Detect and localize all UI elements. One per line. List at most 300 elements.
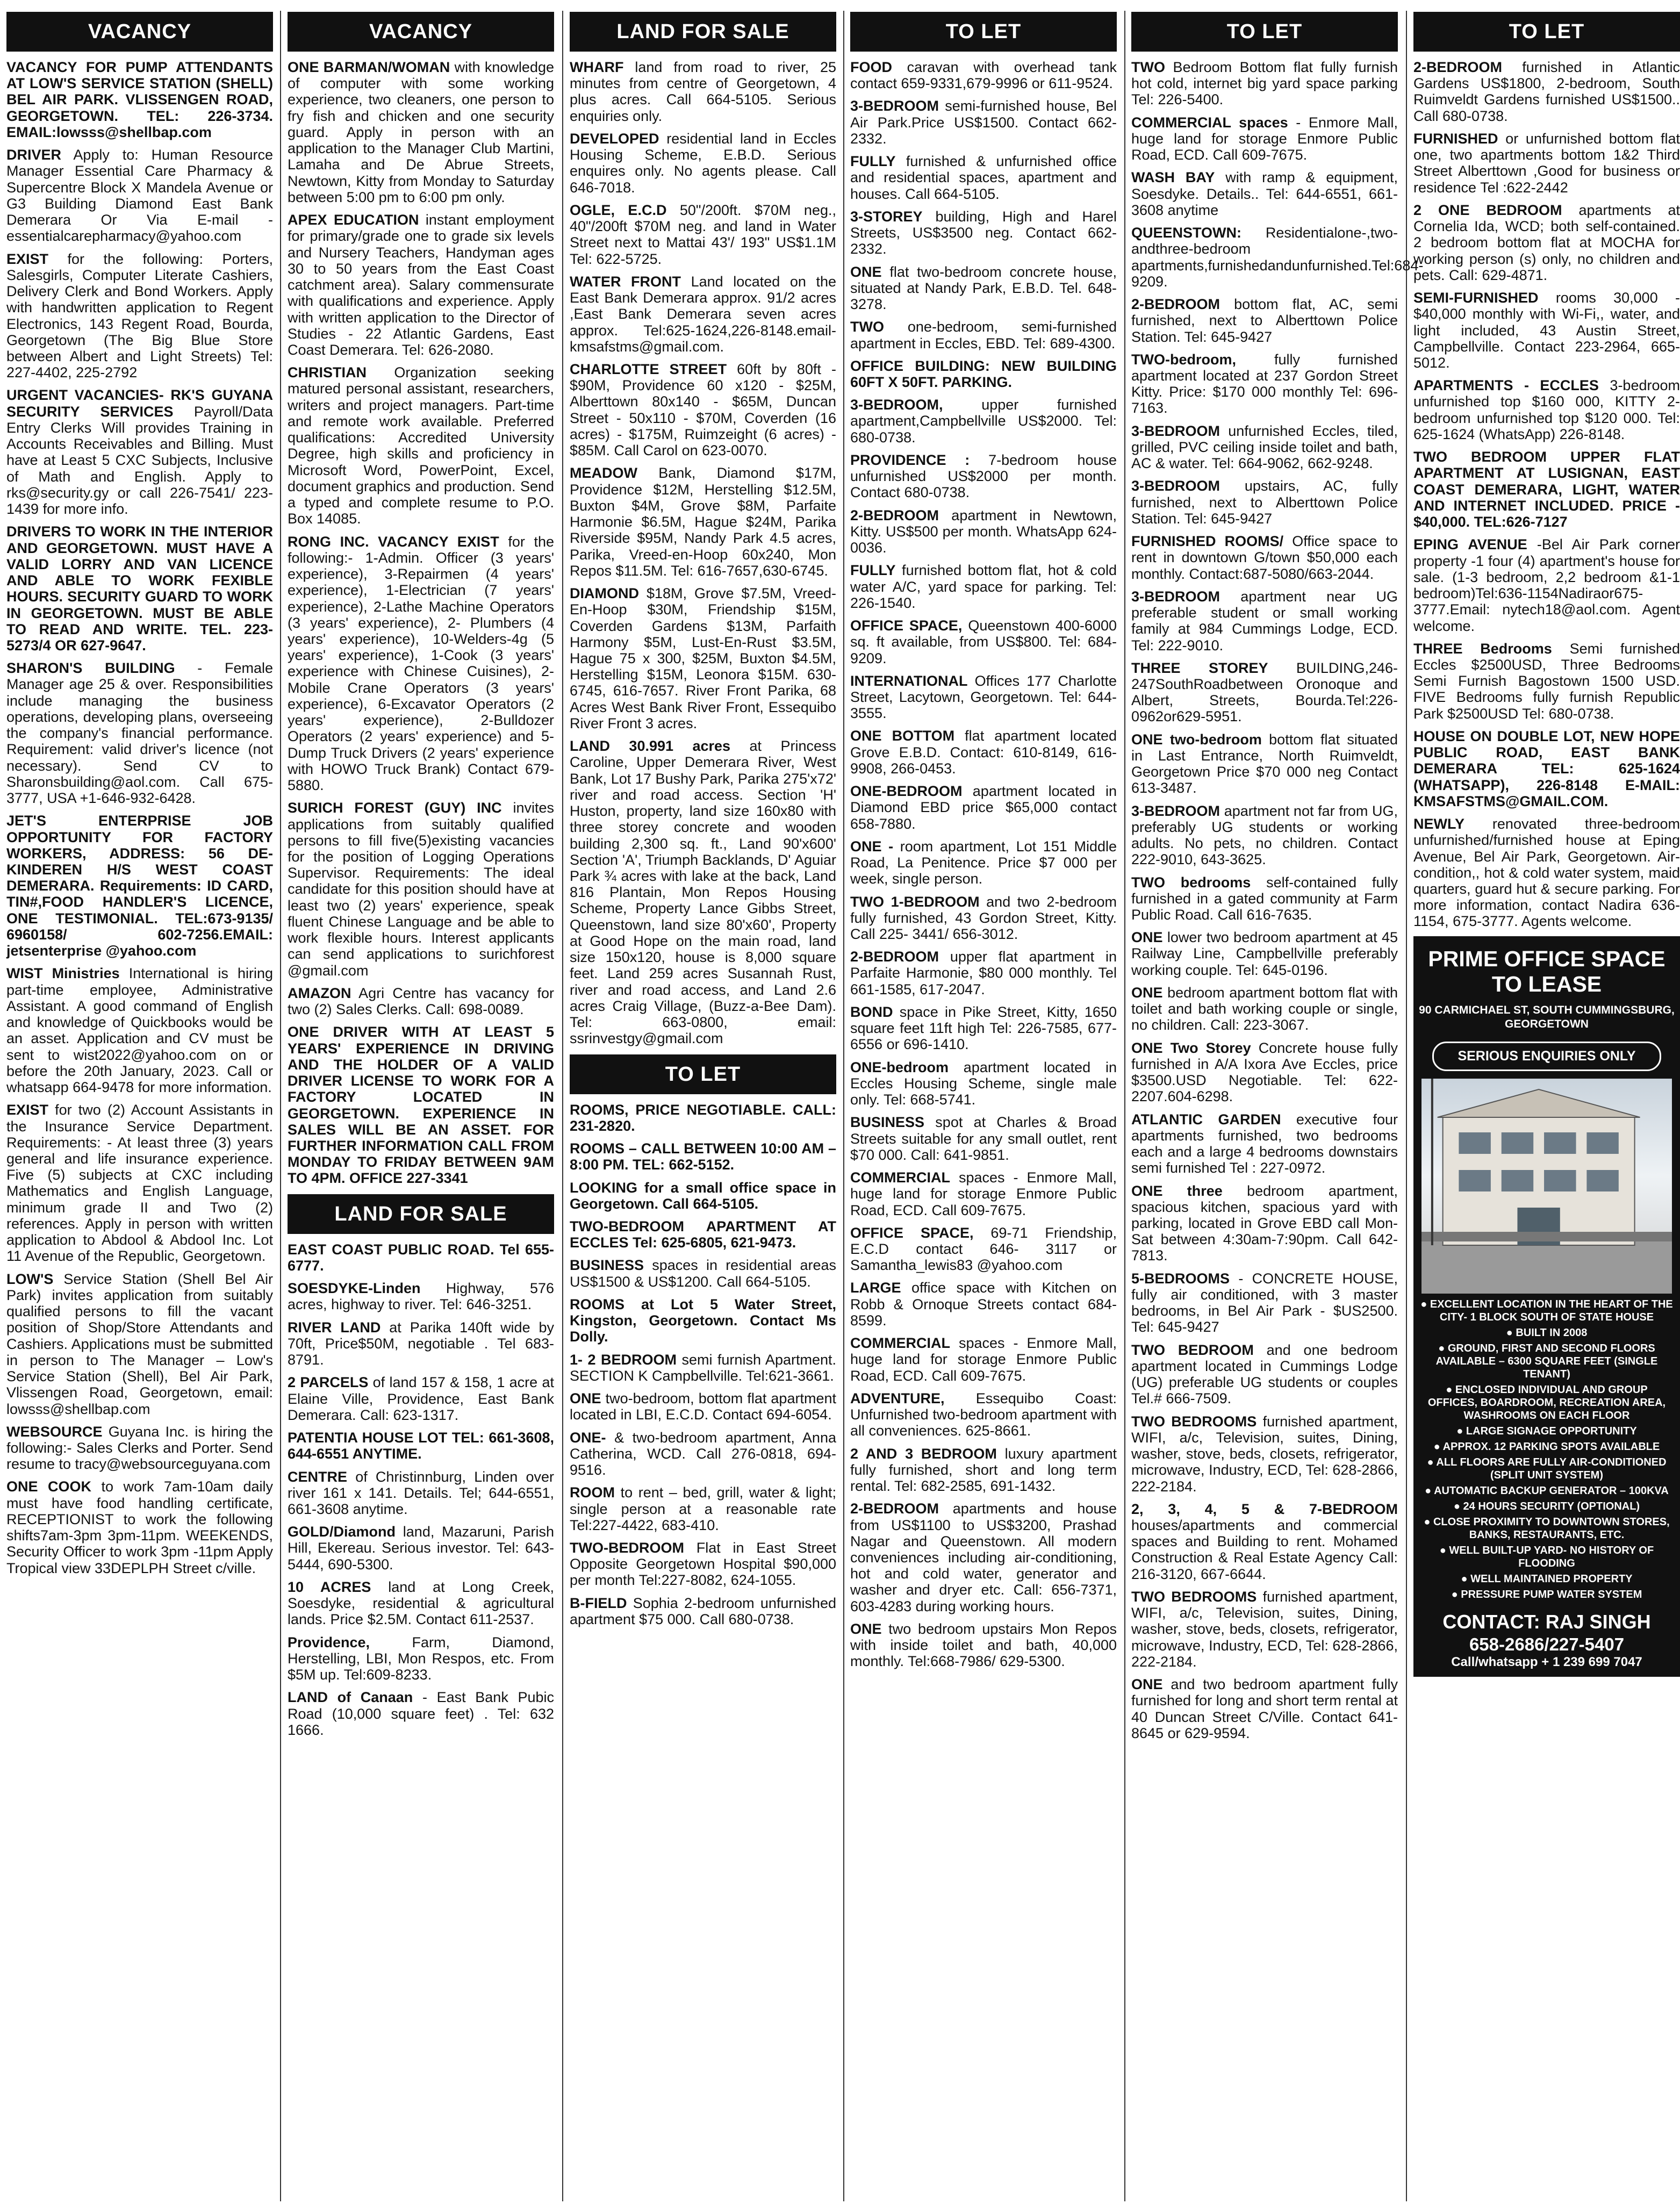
ad-text: - CONCRETE HOUSE, fully air conditioned, with 3 master bedrooms, in Bel Air Park - $US2500. Tel: 645-9427 bbox=[1131, 1270, 1398, 1336]
ad-text: BUILDING,246-247SouthRoadbetween Oronoque and Albert, Streets, Bourda.Tel:226-0962or629-5951. bbox=[1131, 659, 1398, 725]
ad-text: Sophia 2-bedroom unfurnished apartment $75 000. Call 680-0738. bbox=[570, 1595, 836, 1627]
ad-text: Land located on the East Bank Demerara approx. 91/2 acres ,East Bank Demerara seven acres approx. Tel:625-1624,226-8148.email-kmsafstms@gmail.com. bbox=[570, 273, 836, 355]
classified-ad bbox=[288, 1634, 554, 1683]
classified-ad bbox=[288, 1024, 554, 1186]
bullet-icon: ● bbox=[1446, 1383, 1455, 1396]
ad-text: - East Bank Pubic Road (10,000 square feet) . Tel: 632 1666. bbox=[288, 1689, 554, 1738]
classified-ad bbox=[850, 1114, 1117, 1163]
classified-ad bbox=[288, 1524, 554, 1573]
promo-feature bbox=[1420, 1326, 1673, 1339]
promo-feature-text: ALL FLOORS ARE FULLY AIR-CONDITIONED (SPLIT UNIT SYSTEM) bbox=[1436, 1456, 1667, 1481]
classified-ad bbox=[570, 465, 836, 579]
ad-list bbox=[1131, 59, 1424, 1741]
ad-heading: COMMERCIAL bbox=[850, 1169, 950, 1186]
ad-text: for the following: Porters, Salesgirls, Computer Literate Cashiers, Delivery Clerk and Bond Workers. Apply with handwritten application to Regent Electronics, 143 Regent Road, Bourda, Georgetown (The Big Blue Store between Albert and Light Streets) Tel: 227-4402, 225-2792 bbox=[6, 250, 273, 381]
ad-text: one-bedroom, semi-furnished apartment in Eccles, EBD. Tel: 689-4300. bbox=[850, 319, 1117, 351]
ad-list bbox=[6, 59, 273, 1576]
ad-text: Apply to: Human Resource Manager Essential Care Pharmacy & Supercentre Block X Mandela Avenue or G3 Building Diamond East Bank Demerara Or Via E-mail - essentialcarepharmacy@yahoo.com bbox=[6, 147, 273, 245]
ad-heading: ROOMS – CALL BETWEEN 10:00 AM – 8:00 PM. TEL: 662-5152. bbox=[570, 1140, 836, 1173]
classified-ad bbox=[288, 1319, 554, 1368]
ad-heading: 2-BEDROOM bbox=[850, 949, 939, 965]
classified-ad bbox=[850, 153, 1117, 202]
ad-text: furnished apartment, WIFI, a/c, Television, suites, Dining, washer, stove, beds, closets, refrigerator, microwave, Industry, ECD, Tel: 628-2866, 222-2184. bbox=[1131, 1588, 1398, 1670]
promo-feature-text: APPROX. 12 PARKING SPOTS AVAILABLE bbox=[1442, 1440, 1660, 1453]
classified-ad bbox=[288, 59, 554, 205]
ad-heading: GOLD/Diamond bbox=[288, 1524, 396, 1540]
classified-ad bbox=[1131, 660, 1398, 725]
classified-ad bbox=[850, 1501, 1117, 1614]
ad-text: Essequibo Coast: Unfurnished two-bedroom apartment with all conveniences. 625-8661. bbox=[850, 1390, 1117, 1439]
classified-ad bbox=[1413, 816, 1680, 930]
ad-heading: ONE bbox=[570, 1390, 601, 1407]
ad-heading: WEBSOURCE bbox=[6, 1423, 103, 1440]
section-header: VACANCY bbox=[288, 12, 554, 52]
ad-text: and one bedroom apartment located in Cummings Lodge (UG) preferable UG students or couples Tel.# 666-7509. bbox=[1131, 1341, 1398, 1407]
classified-ad bbox=[1131, 533, 1398, 582]
classified-ad bbox=[288, 534, 554, 794]
promo-feature-text: GROUND, FIRST AND SECOND FLOORS AVAILABLE – 6300 SQUARE FEET (SINGLE TENANT) bbox=[1435, 1342, 1658, 1380]
classified-ad bbox=[288, 212, 554, 358]
ad-text: apartments and house from US$1100 to US$3200, Prashad Nagar and Queenstown. All modern conveniences including air-conditioning, hot and cold water, generator and washer and dryer etc. Call: 656-7371, 603-4283 during working hours. bbox=[850, 1501, 1117, 1614]
ad-list bbox=[850, 59, 1117, 1670]
section-header: TO LET bbox=[1131, 12, 1398, 52]
ad-heading: WASH BAY bbox=[1131, 169, 1215, 186]
ad-heading: RONG INC. VACANCY EXIST bbox=[288, 533, 499, 550]
ad-text: 7-bedroom house unfurnished US$2000 per month. Contact 680-0738. bbox=[850, 451, 1117, 501]
classified-ad bbox=[850, 1004, 1117, 1053]
ad-heading: INTERNATIONAL bbox=[850, 672, 968, 689]
classified-ad bbox=[1413, 536, 1680, 634]
ad-heading: WHARF bbox=[570, 59, 624, 75]
ad-heading: ONE bbox=[1131, 984, 1163, 1001]
promo-feature bbox=[1420, 1544, 1673, 1570]
ad-text: Bank, Diamond $17M, Providence $12M, Herstelling $12.5M, Buxton $4M, Grove $8M, Parfaite Harmonie $6.5M, Hague $24M, Parika Riverside $95M, Nandy Park 4.5 acres, Parika, Vreed-en-Hoop 60x240, Mon Repos $11.5M. Tel: 616-7657,630-6745. bbox=[570, 465, 836, 579]
ad-heading: ONE - bbox=[850, 838, 894, 855]
classified-ad bbox=[850, 1225, 1117, 1274]
ad-heading: 10 ACRES bbox=[288, 1578, 371, 1595]
ad-heading: 1- 2 BEDROOM bbox=[570, 1351, 677, 1368]
promo-feature bbox=[1420, 1440, 1673, 1453]
classified-ad bbox=[6, 965, 273, 1095]
classified-ad bbox=[850, 783, 1117, 832]
promo-feature bbox=[1420, 1298, 1673, 1324]
ad-heading: WATER FRONT bbox=[570, 273, 681, 290]
ad-text: spaces in residential areas US$1500 & US$1200. Call 664-5105. bbox=[570, 1257, 836, 1290]
section-header: TO LET bbox=[570, 1054, 836, 1094]
bullet-icon: ● bbox=[1453, 1500, 1463, 1512]
ad-heading: OFFICE SPACE, bbox=[850, 618, 963, 634]
classified-ad bbox=[570, 1218, 836, 1251]
ad-heading: PROVIDENCE : bbox=[850, 451, 970, 468]
classified-ad bbox=[1413, 290, 1680, 371]
ad-text: or unfurnished bottom flat one, two apartments bottom 1&2 Third Street Alberttown ,Good for business or residence Tel :622-2442 bbox=[1413, 130, 1680, 196]
ad-text: and two bedroom apartment fully furnished for long and short term rental at 40 Duncan Street C/Ville. Contact 641-8645 or 629-9594. bbox=[1131, 1676, 1398, 1741]
ad-text: apartment located in Eccles Housing Scheme, single male only. Tel: 668-5741. bbox=[850, 1059, 1117, 1108]
classified-ad bbox=[6, 1424, 273, 1473]
ad-heading: JET'S ENTERPRISE JOB OPPORTUNITY FOR FACTORY WORKERS, ADDRESS: 56 DE-KINDEREN H/S WEST COAST DEMERARA. Requirements: ID CARD, TIN#,FOOD HANDLER'S LICENCE, ONE TESTIMONIAL. TEL:673-9135/ 6960158/ 602-7256.EMAIL: jetsenterprise @yahoo.com bbox=[6, 813, 273, 959]
classified-ad bbox=[850, 1446, 1117, 1495]
ad-text: bottom flat situated in Last Entrance, North Ruimveldt, Georgetown Price $70 000 neg Contact 613-3487. bbox=[1131, 731, 1398, 796]
ad-text: luxury apartment fully furnished, short and long term rental. Tel: 682-2585, 691-1432. bbox=[850, 1445, 1117, 1495]
classified-ad bbox=[570, 1296, 836, 1345]
column-to-let-2 bbox=[1131, 12, 1424, 2200]
promo-feature-text: AUTOMATIC BACKUP GENERATOR – 100KVA bbox=[1434, 1484, 1669, 1497]
ad-list bbox=[1413, 59, 1680, 930]
ad-heading: 2 ONE BEDROOM bbox=[1413, 202, 1562, 218]
column-to-let-3 bbox=[1413, 12, 1680, 2200]
ad-heading: B-FIELD bbox=[570, 1595, 627, 1611]
classified-ad bbox=[850, 562, 1117, 611]
ad-heading: BOND bbox=[850, 1003, 893, 1020]
classified-ad bbox=[570, 131, 836, 196]
ad-text: with knowledge of computer with some working experience, two cleaners, one person to fry fish and chicken and one security guard. Apply in person with an application to the Manager Club Martini, Lamaha and De Abrue Streets, Newtown, Kitty from Monday to Saturday between 5:00 pm to 6:00 pm only. bbox=[288, 59, 554, 205]
ad-list bbox=[570, 59, 836, 1047]
ad-heading: OGLE, E.C.D bbox=[570, 202, 667, 218]
bullet-icon: ● bbox=[1439, 1544, 1449, 1556]
bullet-icon: ● bbox=[1425, 1484, 1434, 1497]
section-header: VACANCY bbox=[6, 12, 273, 52]
ad-heading: EXIST bbox=[6, 250, 49, 267]
ad-text: upper furnished apartment,Campbellville US$2000. Tel: 680-0738. bbox=[850, 397, 1117, 446]
classified-ad bbox=[570, 361, 836, 458]
classified-ad bbox=[570, 1540, 836, 1589]
promo-feature bbox=[1420, 1425, 1673, 1438]
classified-ad bbox=[570, 1595, 836, 1627]
ad-heading: HOUSE ON DOUBLE LOT, NEW HOPE PUBLIC ROAD, EAST BANK DEMERARA TEL: 625-1624 (WHATSAPP), 226-8148 E-MAIL: KMSAFSTMS@GMAIL.COM. bbox=[1413, 728, 1680, 809]
ad-list bbox=[288, 59, 554, 1187]
ad-heading: RIVER LAND bbox=[288, 1319, 381, 1336]
bullet-icon: ● bbox=[1433, 1440, 1443, 1453]
ad-text: fully furnished apartment located at 237 Gordon Street Kitty. Price: $170 000 monthly Tel: 696-7163. bbox=[1131, 351, 1398, 417]
ad-text: Flat in East Street Opposite Georgetown Hospital $90,000 per month Tel:227-8082, 624-1055. bbox=[570, 1539, 836, 1589]
classified-ad bbox=[850, 452, 1117, 501]
ad-text: furnished apartment, WIFI, a/c, Television, suites, Dining, washer, stove, beds, closets, refrigerator, microwave, Industry, ECD, Tel: 628-2866, 222-2184. bbox=[1131, 1413, 1398, 1495]
classified-ad bbox=[850, 949, 1117, 997]
promo-title: PRIME OFFICE SPACE TO LEASE bbox=[1428, 946, 1665, 996]
classified-ad bbox=[1131, 1040, 1398, 1105]
ad-text: spaces - Enmore Mall, huge land for storage Enmore Public Road, ECD. Call 609-7675. bbox=[850, 1169, 1117, 1218]
classified-ad bbox=[850, 358, 1117, 390]
ad-heading: 3-BEDROOM bbox=[1131, 422, 1220, 439]
building-illustration bbox=[1421, 1079, 1672, 1294]
classified-ad bbox=[288, 1280, 554, 1312]
ad-heading: TWO BEDROOMS bbox=[1131, 1588, 1257, 1605]
ad-heading: DRIVERS TO WORK IN THE INTERIOR AND GEORGETOWN. MUST HAVE A VALID LORRY AND VAN LICENCE AND ABLE TO WORK FEXIBLE HOURS. SECURITY GUARD TO WORK IN GEORGETOWN. MUST BE ABLE TO READ AND WRITE. TEL. 223-5273/4 OR 627-9647. bbox=[6, 523, 273, 654]
ad-text: two-bedroom, bottom flat apartment located in LBI, E.C.D. Contact 694-6054. bbox=[570, 1390, 836, 1423]
ad-text: houses/apartments and commercial spaces and Building to rent. Mohamed Construction & Real Estate Agency Call: 216-3120, 667-6644. bbox=[1131, 1517, 1398, 1582]
classified-ad bbox=[6, 1478, 273, 1576]
classified-ad bbox=[850, 98, 1117, 147]
classified-ad bbox=[1131, 731, 1398, 796]
ad-text: at Parika 140ft wide by 70ft, Price$50M, negotiable . Tel 683-8791. bbox=[288, 1319, 554, 1368]
ad-text: renovated three-bedroom unfurnished/furnished house at Eping Avenue, Bel Air Park, Georgetown. Air-condition,, hot & cold water system, maid quarters, guard hut & secure parking. For more information, contact Nadira 636-1154, 675-3777. Agents welcome. bbox=[1413, 816, 1680, 930]
ad-text: space in Pike Street, Kitty, 1650 square feet 11ft high Tel: 226-7585, 677-6556 or 696-1410. bbox=[850, 1003, 1117, 1053]
ad-heading: LARGE bbox=[850, 1280, 901, 1296]
classified-ad bbox=[1131, 803, 1398, 868]
ad-text: apartment not far from UG, preferably UG students or working adults. No pets, no children. Contact 222-9010, 643-3625. bbox=[1131, 802, 1398, 868]
ad-heading: TWO BEDROOMS bbox=[1131, 1413, 1257, 1430]
ad-text: Bedroom Bottom flat fully furnish hot cold, internet big yard space parking Tel: 226-5400. bbox=[1131, 59, 1398, 108]
ad-text: Semi furnished Eccles $2500USD, Three Bedrooms Semi Furnish Bagostown 1500 USD. FIVE Bedrooms fully furnish Republic Park $2500USD Tel: 680-0738. bbox=[1413, 640, 1680, 722]
classified-ad bbox=[288, 1241, 554, 1274]
classified-ad bbox=[1131, 1270, 1398, 1336]
promo-feature-text: WELL MAINTAINED PROPERTY bbox=[1470, 1573, 1633, 1585]
ad-heading: DIAMOND bbox=[570, 585, 639, 602]
promo-whatsapp: Call/whatsapp + 1 239 699 7047 bbox=[1451, 1654, 1642, 1669]
promo-feature bbox=[1420, 1484, 1673, 1497]
classified-ad bbox=[570, 585, 836, 731]
classified-ad bbox=[1131, 423, 1398, 472]
classified-ad bbox=[6, 59, 273, 140]
ad-heading: 2-BEDROOM bbox=[850, 507, 939, 523]
ad-text: Farm, Diamond, Herstelling, LBI, Mon Respos, etc. From $5M up. Tel:609-8233. bbox=[288, 1634, 554, 1683]
ad-text: 69-71 Friendship, E.C.D contact 646- 3117 or Samantha_lewis83 @yahoo.com bbox=[850, 1224, 1117, 1274]
ad-list bbox=[288, 1241, 554, 1738]
ad-heading: ONE Two Storey bbox=[1131, 1039, 1251, 1056]
ad-text: and two 2-bedroom fully furnished, 43 Gordon Street, Kitty. Call 225- 3441/ 656-3012. bbox=[850, 893, 1117, 943]
classified-ad bbox=[850, 209, 1117, 257]
ad-heading: MEADOW bbox=[570, 465, 637, 482]
ad-text: building, High and Harel Streets, US$3500 neg. Contact 662-2332. bbox=[850, 208, 1117, 257]
ad-text: apartment near UG preferable student or small working family at 984 Cummings Lodge, ECD. Tel: 222-9010. bbox=[1131, 588, 1398, 654]
promo-feature-text: 24 HOURS SECURITY (OPTIONAL) bbox=[1463, 1500, 1640, 1512]
classified-ad bbox=[850, 673, 1117, 722]
ad-heading: QUEENSTOWN: bbox=[1131, 225, 1242, 241]
ad-heading: 3-BEDROOM bbox=[1131, 802, 1220, 819]
ad-heading: FULLY bbox=[850, 153, 896, 170]
classified-ad bbox=[570, 202, 836, 267]
classified-ad bbox=[850, 1621, 1117, 1670]
classified-ad bbox=[850, 838, 1117, 887]
classified-ad bbox=[850, 59, 1117, 91]
promo-phone: 658-2686/227-5407 bbox=[1469, 1634, 1625, 1654]
office-space-promo bbox=[1413, 936, 1680, 1677]
ad-text: apartment in Newtown, Kitty. US$500 per month. WhatsApp 624-0036. bbox=[850, 507, 1117, 556]
classified-ad bbox=[1413, 59, 1680, 124]
classified-ad bbox=[570, 1484, 836, 1533]
ad-heading: FULLY bbox=[850, 562, 896, 579]
promo-feature-text: EXCELLENT LOCATION IN THE HEART OF THE CITY- 1 BLOCK SOUTH OF STATE HOUSE bbox=[1430, 1298, 1673, 1323]
ad-text: 60ft by 80ft - $90M, Providence 60 x120 - $25M, Alberttown 80x140 - $65M, Duncan Street - 50x110 - $70M, Coverden (16 acres) - $175M, Ruimzeight (6 acres) - $85M. Call Carol on 623-0070. bbox=[570, 361, 836, 459]
ad-heading: ONE COOK bbox=[6, 1478, 91, 1495]
classified-ad bbox=[1131, 929, 1398, 978]
classified-ad bbox=[1131, 1589, 1398, 1670]
ad-heading: TWO-BEDROOM bbox=[570, 1539, 684, 1556]
ad-text: unfurnished Eccles, tiled, grilled, PVC ceiling inside toilet and bath, AC & water. Tel: 664-9062, 662-9248. bbox=[1131, 422, 1398, 472]
classified-ad bbox=[1131, 588, 1398, 654]
promo-feature-list bbox=[1415, 1298, 1678, 1601]
classified-ad bbox=[1413, 641, 1680, 722]
classified-ad bbox=[288, 985, 554, 1017]
ad-heading: LOOKING for a small office space in Georgetown. Call 664-5105. bbox=[570, 1179, 836, 1212]
ad-heading: APEX EDUCATION bbox=[288, 212, 419, 228]
ad-text: caravan with overhead tank contact 659-9331,679-9996 or 611-9524. bbox=[850, 59, 1117, 92]
classified-ad bbox=[1131, 169, 1398, 218]
ad-heading: BUSINESS bbox=[570, 1257, 644, 1274]
ad-text: rooms 30,000 - $40,000 monthly with Wi-Fi,, water, and light included, 43 Austin Street, Campbellville. Contact 223-2964, 665-5012. bbox=[1413, 290, 1680, 371]
ad-heading: OFFICE BUILDING: NEW BUILDING 60FT X 50FT. PARKING. bbox=[850, 357, 1117, 390]
ad-text: Payroll/Data Entry Clerks Will provides Training in Accounts Receivables and Billing. Must have at Least 5 CXC Subjects, Inclusive of Math and English. Apply to rks@security.gy or call 226-7541/ 223-1439 for more info. bbox=[6, 403, 273, 518]
ad-text: upstairs, AC, fully furnished, next to Alberttown Police Station. Tel: 645-9427 bbox=[1131, 478, 1398, 527]
ad-heading: 2, 3, 4, 5 & 7-BEDROOM bbox=[1131, 1501, 1398, 1517]
ad-heading: 2 PARCELS bbox=[288, 1374, 369, 1391]
ad-text: - Female Manager age 25 & over. Responsibilities include managing the business operations, developing plans, overseeing the company's financial performance. Requirement: valid driver's licence (not necessary). Send CV to Sharonsbuilding@aol.com. Call 675-3777, USA +1-646-932-6428. bbox=[6, 660, 273, 807]
bullet-icon: ● bbox=[1506, 1326, 1516, 1339]
classified-ad bbox=[1131, 985, 1398, 1033]
ad-heading: 3-BEDROOM bbox=[1131, 478, 1220, 494]
ad-heading: PATENTIA HOUSE LOT TEL: 661-3608, 644-6551 ANYTIME. bbox=[288, 1430, 554, 1462]
bullet-icon: ● bbox=[1427, 1456, 1437, 1468]
classified-ad bbox=[1131, 296, 1398, 345]
classified-ad bbox=[6, 251, 273, 381]
classified-ad bbox=[1413, 449, 1680, 530]
column-divider bbox=[843, 11, 844, 2201]
classified-ad bbox=[288, 1579, 554, 1628]
ad-text: furnished & unfurnished office and residential spaces, apartment and houses. Call 664-5105. bbox=[850, 153, 1117, 202]
ad-text: apartments at Cornelia Ida, WCD; both self-contained. 2 bedroom bottom flat at MOCHA for working person (s) only, no children and pets. Call: 629-4871. bbox=[1413, 202, 1680, 283]
column-divider bbox=[1124, 11, 1125, 2201]
ad-text: with ramp & equipment, Soesdyke. Details.. Tel: 644-6551, 661-3608 anytime bbox=[1131, 169, 1398, 218]
classified-ad bbox=[570, 59, 836, 124]
ad-heading: 2-BEDROOM bbox=[1131, 296, 1220, 313]
ad-heading: ONE bbox=[850, 263, 882, 280]
ad-heading: TWO bbox=[1131, 59, 1165, 75]
ad-heading: 3-STOREY bbox=[850, 208, 923, 225]
ad-heading: TWO bedrooms bbox=[1131, 874, 1251, 891]
ad-heading: TWO BEDROOM bbox=[1131, 1341, 1254, 1358]
ad-heading: ONE BOTTOM bbox=[850, 728, 955, 744]
classified-ad bbox=[850, 1169, 1117, 1218]
ad-heading: 3-BEDROOM bbox=[1131, 588, 1220, 605]
classified-ad bbox=[570, 1390, 836, 1423]
classified-ad bbox=[1131, 225, 1424, 290]
ad-heading: THREE STOREY bbox=[1131, 659, 1268, 676]
column-land-for-sale bbox=[570, 12, 836, 2200]
ad-text: self-contained fully furnished in a gated community at Farm Public Road. Call 616-7635. bbox=[1131, 874, 1398, 923]
classified-ad bbox=[570, 1180, 836, 1212]
classified-ad bbox=[288, 1430, 554, 1462]
classified-ad bbox=[1413, 202, 1680, 283]
promo-contact: CONTACT: RAJ SINGH bbox=[1442, 1610, 1651, 1633]
ad-heading: TWO BEDROOM UPPER FLAT APARTMENT AT LUSIGNAN, EAST COAST DEMERARA, LIGHT, WATER AND INTERNET INCLUDED. PRICE - $40,000. TEL:626-7127 bbox=[1413, 449, 1680, 530]
ad-heading: LOW'S bbox=[6, 1270, 54, 1287]
ad-heading: BUSINESS bbox=[850, 1114, 925, 1131]
ad-text: semi furnish Apartment. SECTION K Campbellville. Tel:621-3661. bbox=[570, 1351, 836, 1384]
ad-text: bedroom apartment bottom flat with toilet and bath working couple or single, no children. Call: 223-3067. bbox=[1131, 984, 1398, 1033]
ad-heading: TWO 1-BEDROOM bbox=[850, 893, 980, 910]
classified-ad bbox=[1131, 59, 1398, 108]
ad-text: bottom flat, AC, semi furnished, next to Alberttown Police Station. Tel: 645-9427 bbox=[1131, 296, 1398, 345]
column-vacancy-1 bbox=[6, 12, 273, 2200]
ad-text: spot at Charles & Broad Streets suitable for any small outlet, rent $70 000. Call: 641-9851. bbox=[850, 1114, 1117, 1163]
column-divider bbox=[1406, 11, 1407, 2201]
classified-ad bbox=[1131, 1342, 1398, 1407]
classified-ad bbox=[288, 1689, 554, 1738]
classified-ad bbox=[850, 397, 1117, 446]
ad-heading: SURICH FOREST (GUY) INC bbox=[288, 800, 502, 816]
section-header: TO LET bbox=[1413, 12, 1680, 52]
classified-ad bbox=[6, 660, 273, 806]
classified-ad bbox=[570, 1352, 836, 1384]
ad-text: to rent – bed, grill, water & light; single person at a reasonable rate Tel:227-4422, 683-410. bbox=[570, 1484, 836, 1533]
ad-heading: SOESDYKE-Linden bbox=[288, 1280, 421, 1297]
ad-heading: DRIVER bbox=[6, 147, 62, 163]
classified-ad bbox=[850, 1390, 1117, 1439]
ad-text: & two-bedroom apartment, Anna Catherina, WCD. Call 276-0818, 694-9516. bbox=[570, 1429, 836, 1478]
ad-heading: FOOD bbox=[850, 59, 892, 75]
ad-text: 50"/200ft. $70M neg., 40"/200ft $70M neg. and land in Water Street next to Mattai 43'/ 193" US$1.1M Tel: 622-5725. bbox=[570, 202, 836, 267]
column-to-let-1 bbox=[850, 12, 1117, 2200]
classified-ad bbox=[850, 507, 1117, 556]
promo-feature-text: BUILT IN 2008 bbox=[1516, 1326, 1588, 1339]
classified-ad bbox=[6, 1271, 273, 1417]
ad-heading: ONE bbox=[1131, 1676, 1163, 1693]
classified-ad bbox=[1131, 1183, 1398, 1264]
classified-ad bbox=[570, 1102, 836, 1134]
classified-ad bbox=[570, 1257, 836, 1289]
ad-heading: ONE bbox=[850, 1620, 882, 1637]
classified-ad bbox=[1413, 728, 1680, 809]
ad-text: office space with Kitchen on Robb & Ornoque Streets contact 684-8599. bbox=[850, 1280, 1117, 1329]
ad-text: spaces - Enmore Mall, huge land for storage Enmore Public Road, ECD. Call 609-7675. bbox=[850, 1335, 1117, 1384]
ad-heading: LAND of Canaan bbox=[288, 1689, 413, 1706]
classified-ad bbox=[570, 274, 836, 355]
bullet-icon: ● bbox=[1451, 1588, 1461, 1600]
ad-text: Queenstown 400-6000 sq. ft available, from US$800. Tel: 684-9209. bbox=[850, 618, 1117, 666]
promo-feature-text: ENCLOSED INDIVIDUAL AND GROUP OFFICES, BOARDROOM, RECREATION AREA, WASHROOMS ON EACH FLOOR bbox=[1427, 1383, 1666, 1422]
ad-text: for the following:- 1-Admin. Officer (3 years' experience), 3-Repairmen (4 years' experience), 1-Electrician (7 years' experience), 2-Lathe Machine Operators (3 years' experience), 2- Plumbers (4 years' experience), 10-Welders-4g (5 years' experience), 1-Cook (3 years' experience with Chinese Cuisines), 2-Mobile Crane Operators (3 years' experience), 6-Excavator Operators (2 years' experience), 2-Bulldozer Operators (2 years' experience) and 5-Dump Truck Drivers (2 years' experience with HOWO Truck Brank) Contact 679-5880. bbox=[288, 533, 555, 794]
ad-text: lower two bedroom apartment at 45 Railway Line, Campbellville preferably working couple. Tel: 645-0196. bbox=[1131, 929, 1398, 978]
promo-feature bbox=[1420, 1500, 1673, 1513]
ad-heading: TWO bbox=[850, 319, 884, 335]
ad-text: for two (2) Account Assistants in the Insurance Service Department. Requirements: - At least three (3) years general and life insurance experience. Five (5) subjects at CXC including Mathematics and English Language, minimum grade II and Two (2) references. Apply in person with written application to Abdool & Abdool Inc. Lot 11 Avenue of the Republic, Georgetown. bbox=[6, 1102, 273, 1265]
classified-ad bbox=[850, 1335, 1117, 1384]
promo-feature-text: PRESSURE PUMP WATER SYSTEM bbox=[1461, 1588, 1642, 1600]
ad-heading: ROOMS, PRICE NEGOTIABLE. CALL: 231-2820. bbox=[570, 1101, 836, 1134]
ad-heading: CENTRE bbox=[288, 1468, 348, 1485]
section-header: LAND FOR SALE bbox=[570, 12, 836, 52]
ad-heading: ONE-bedroom bbox=[850, 1059, 949, 1075]
classified-ad bbox=[6, 387, 273, 517]
classified-ad bbox=[850, 728, 1117, 777]
classified-ad bbox=[570, 738, 836, 1046]
classified-ad bbox=[1131, 351, 1398, 417]
ad-heading: DEVELOPED bbox=[570, 130, 659, 147]
ad-heading: APARTMENTS - ECCLES bbox=[1413, 377, 1599, 394]
promo-badge: SERIOUS ENQUIRIES ONLY bbox=[1432, 1042, 1661, 1071]
classified-ad bbox=[850, 319, 1117, 351]
ad-heading: FURNISHED ROOMS/ bbox=[1131, 533, 1284, 550]
section-header: LAND FOR SALE bbox=[288, 1194, 554, 1234]
ad-heading: SEMI-FURNISHED bbox=[1413, 290, 1539, 306]
ad-heading: THREE Bedrooms bbox=[1413, 640, 1552, 657]
column-divider bbox=[280, 11, 281, 2201]
classified-ad bbox=[570, 1430, 836, 1478]
ad-heading: VACANCY FOR PUMP ATTENDANTS AT LOW'S SERVICE STATION (SHELL) BEL AIR PARK. VLISSENGEN ROAD, GEORGETOWN. TEL: 226-3734. EMAIL:lowsss@shellbap.com bbox=[6, 59, 273, 140]
ad-heading: TWO-bedroom, bbox=[1131, 351, 1236, 368]
ad-text: Organization seeking matured personal assistant, researchers, writers and project managers. Part-time and remote work available. Preferred qualifications: Accredited University Degree, high skills and proficiency in Microsoft Word, PowerPoint, Excel, document graphics and production. Send a typed and complete resume to P.O. Box 14085. bbox=[288, 364, 554, 527]
promo-feature bbox=[1420, 1456, 1673, 1482]
ad-heading: ONE-BEDROOM bbox=[850, 783, 963, 800]
ad-heading: EXIST bbox=[6, 1102, 49, 1118]
ad-text: 3-bedroom unfurnished top $160 000, KITTY 2-bedroom unfurnished top $120 000. Tel: 625-1624 (WhatsApp) 226-8148. bbox=[1413, 377, 1680, 442]
ad-heading: ONE BARMAN/WOMAN bbox=[288, 59, 450, 75]
ad-heading: 3-BEDROOM bbox=[850, 98, 939, 114]
ad-heading: TWO-BEDROOM APARTMENT AT ECCLES Tel: 625-6805, 621-9473. bbox=[570, 1218, 836, 1251]
promo-feature bbox=[1420, 1588, 1673, 1601]
ad-text: -Bel Air Park corner property -1 four (4) apartment's house for sale. (1-3 bedroom, 2,2 bedroom &1-1 bedroom)Tel:636-1154Nadiraor675-3777.Email: nytech18@aol.com. Agent welcome. bbox=[1413, 536, 1680, 634]
classified-ad bbox=[850, 894, 1117, 943]
